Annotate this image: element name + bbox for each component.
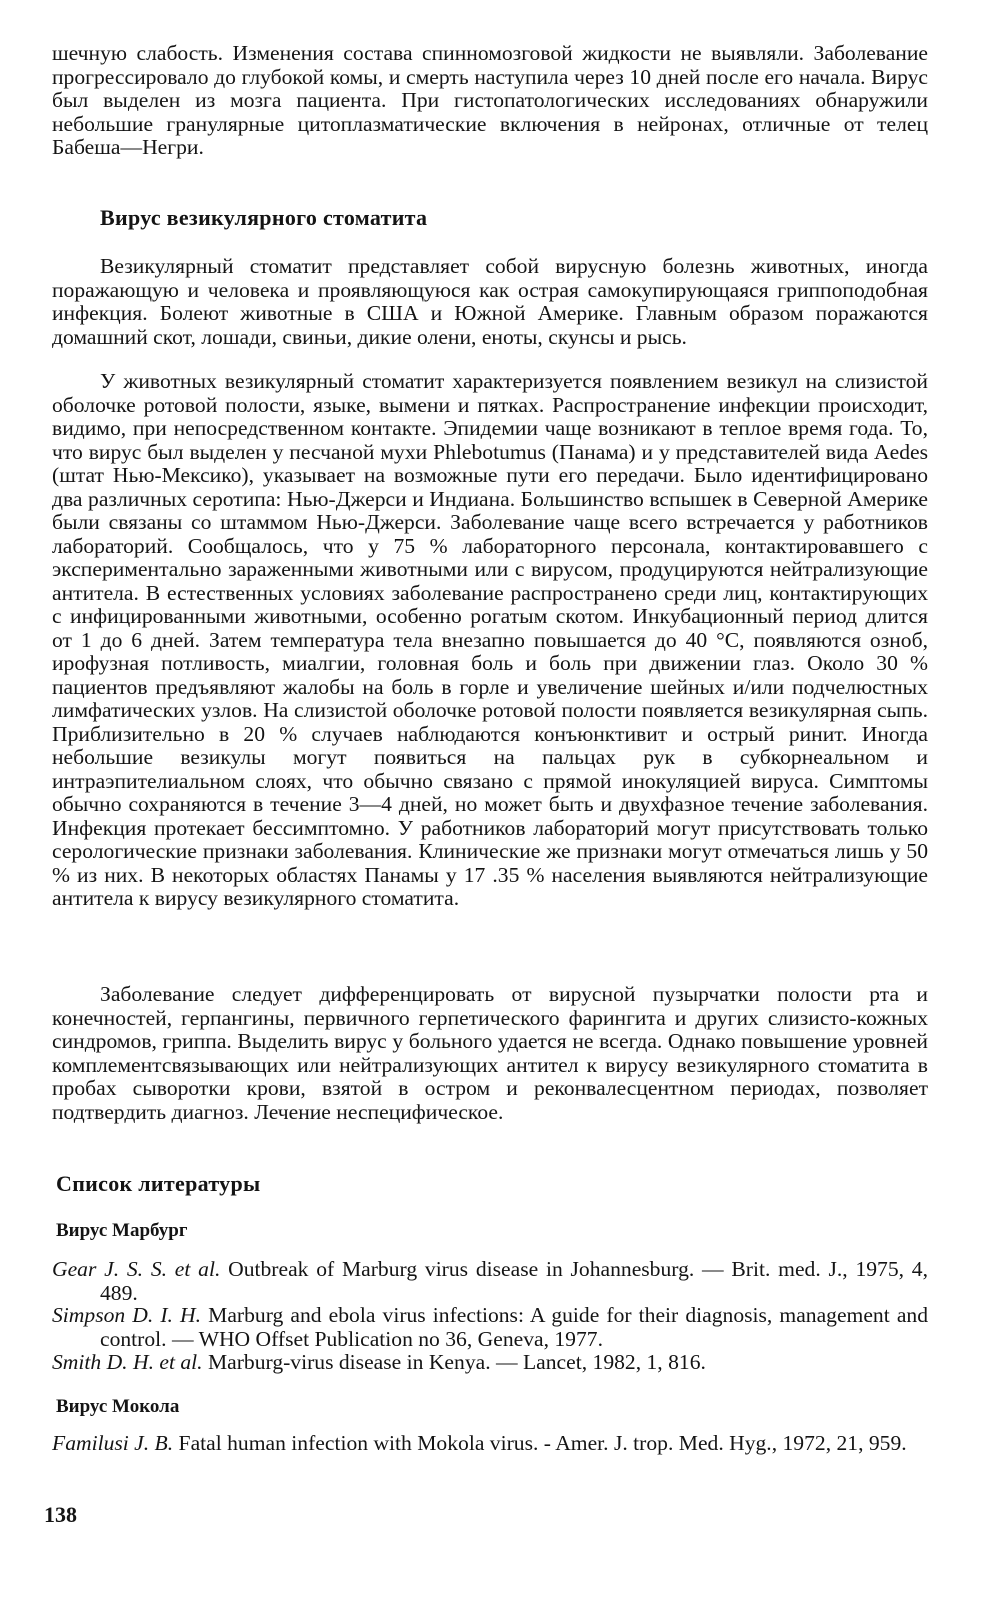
section-paragraph-3: Заболевание следует дифференцировать от вирусной пузырчатки полости рта и конечностей, герпангины, первичного герпетического фарингита и других слизисто-кожных синдромов, гриппа. Выделить вирус у больного удается не всегда. Однако повышение уровней комплементсвязывающих или нейтрализующих антител к вирусу везикулярного стоматита в пробах сыворотки крови, взятой в остром и реконвалесцентном периодах, позволяет подтвердить диагноз. Лечение неспецифическое. — [52, 982, 928, 1124]
reference-author: Familusi J. B. — [52, 1431, 174, 1455]
reference-text: Marburg and ebola virus infections: A guide for their diagnosis, management and control. — WHO Offset Publication no 36, Geneva, 1977. — [100, 1303, 928, 1351]
reference-text: Marburg-virus disease in Kenya. — Lancet, 1982, 1, 816. — [202, 1350, 706, 1374]
reference-text: Outbreak of Marburg virus disease in Johannesburg. — Brit. med. J., 1975, 4, 489. — [100, 1257, 928, 1305]
reference-item — [52, 1432, 928, 1456]
section-paragraph-2: У животных везикулярный стоматит характеризуется появлением везикул на слизистой оболочке ротовой полости, языке, вымени и пятках. Распространение инфекции происходит, видимо, при непосредственном контакте. Эпидемии чаще возникают в теплое время года. То, что вирус был выделен у песчаной мухи Phlebotumus (Панама) и у представителей вида Aedes (штат Нью-Мексико), указывает на возможные пути его передачи. Было идентифицировано два различных серотипа: Нью-Джерси и Индиана. Большинство вспышек в Северной Америке были связаны со штаммом Нью-Джерси. Заболевание чаще всего встречается у работников лабораторий. Сообщалось, что у 75 % лабораторного персонала, контактировавшего с экспериментально зараженными животными или с вирусом, продуцируются нейтрализующие антитела. В естественных условиях заболевание распространено среди лиц, контактирующих с инфицированными животными, особенно рогатым скотом. Инкубационный период длится от 1 до 6 дней. Затем температура тела внезапно повышается до 40 °С, появляются озноб, ирофузная потливость, миалгии, головная боль и боль при движении глаз. Около 30 % пациентов предъявляют жалобы на боль в горле и увеличение шейных и/или подчелюстных лимфатических узлов. На слизистой оболочке ротовой полости появляется везикулярная сыпь. Приблизительно в 20 % случаев наблюдаются конъюнктивит и острый ринит. Иногда небольшие везикулы могут появиться на пальцах рук в субкорнеальном и интраэпителиальном слоях, что обычно связано с прямой инокуляцией вируса. Симптомы обычно сохраняются в течение 3—4 дней, но может быть и двухфазное течение заболевания. Инфекция протекает бессимптомно. У работников лабораторий могут присутствовать только серологические признаки заболевания. Клинические же признаки могут отмечаться лишь у 50 % из них. В некоторых областях Панамы у 17 .35 % населения выявляются нейтрализующие антитела к вирусу везикулярного стоматита. — [52, 369, 928, 910]
reference-group-title: Вирус Марбург — [56, 1220, 188, 1241]
bibliography-title: Список литературы — [56, 1171, 261, 1196]
page-number: 138 — [44, 1502, 77, 1527]
reference-item — [52, 1351, 928, 1375]
reference-group-title: Вирус Мокола — [56, 1396, 180, 1417]
reference-text: Fatal human infection with Mokola virus. - Amer. J. trop. Med. Hyg., 1972, 21, 959. — [173, 1431, 907, 1455]
reference-author: Simpson D. I. H. — [52, 1303, 202, 1327]
intro-paragraph: шечную слабость. Изменения состава спинномозговой жидкости не выявляли. Заболевание прогрессировало до глубокой комы, и смерть наступила через 10 дней после его начала. Вирус был выделен из мозга пациента. При гистопатологических исследованиях обнаружили небольшие гранулярные цитоплазматические включения в нейронах, отличные от телец Бабеша—Негри. — [52, 41, 928, 159]
section-title: Вирус везикулярного стоматита — [100, 205, 428, 230]
reference-author: Gear J. S. S. et al. — [52, 1257, 221, 1281]
reference-item — [52, 1304, 928, 1351]
section-paragraph-1: Везикулярный стоматит представляет собой вирусную болезнь животных, иногда поражающую и человека и проявляющуюся как острая самокупирующаяся гриппоподобная инфекция. Болеют животные в США и Южной Америке. Главным образом поражаются домашний скот, лошади, свиньи, дикие олени, еноты, скунсы и рысь. — [52, 254, 928, 349]
reference-item — [52, 1258, 928, 1305]
reference-author: Smith D. H. et al. — [52, 1350, 203, 1374]
